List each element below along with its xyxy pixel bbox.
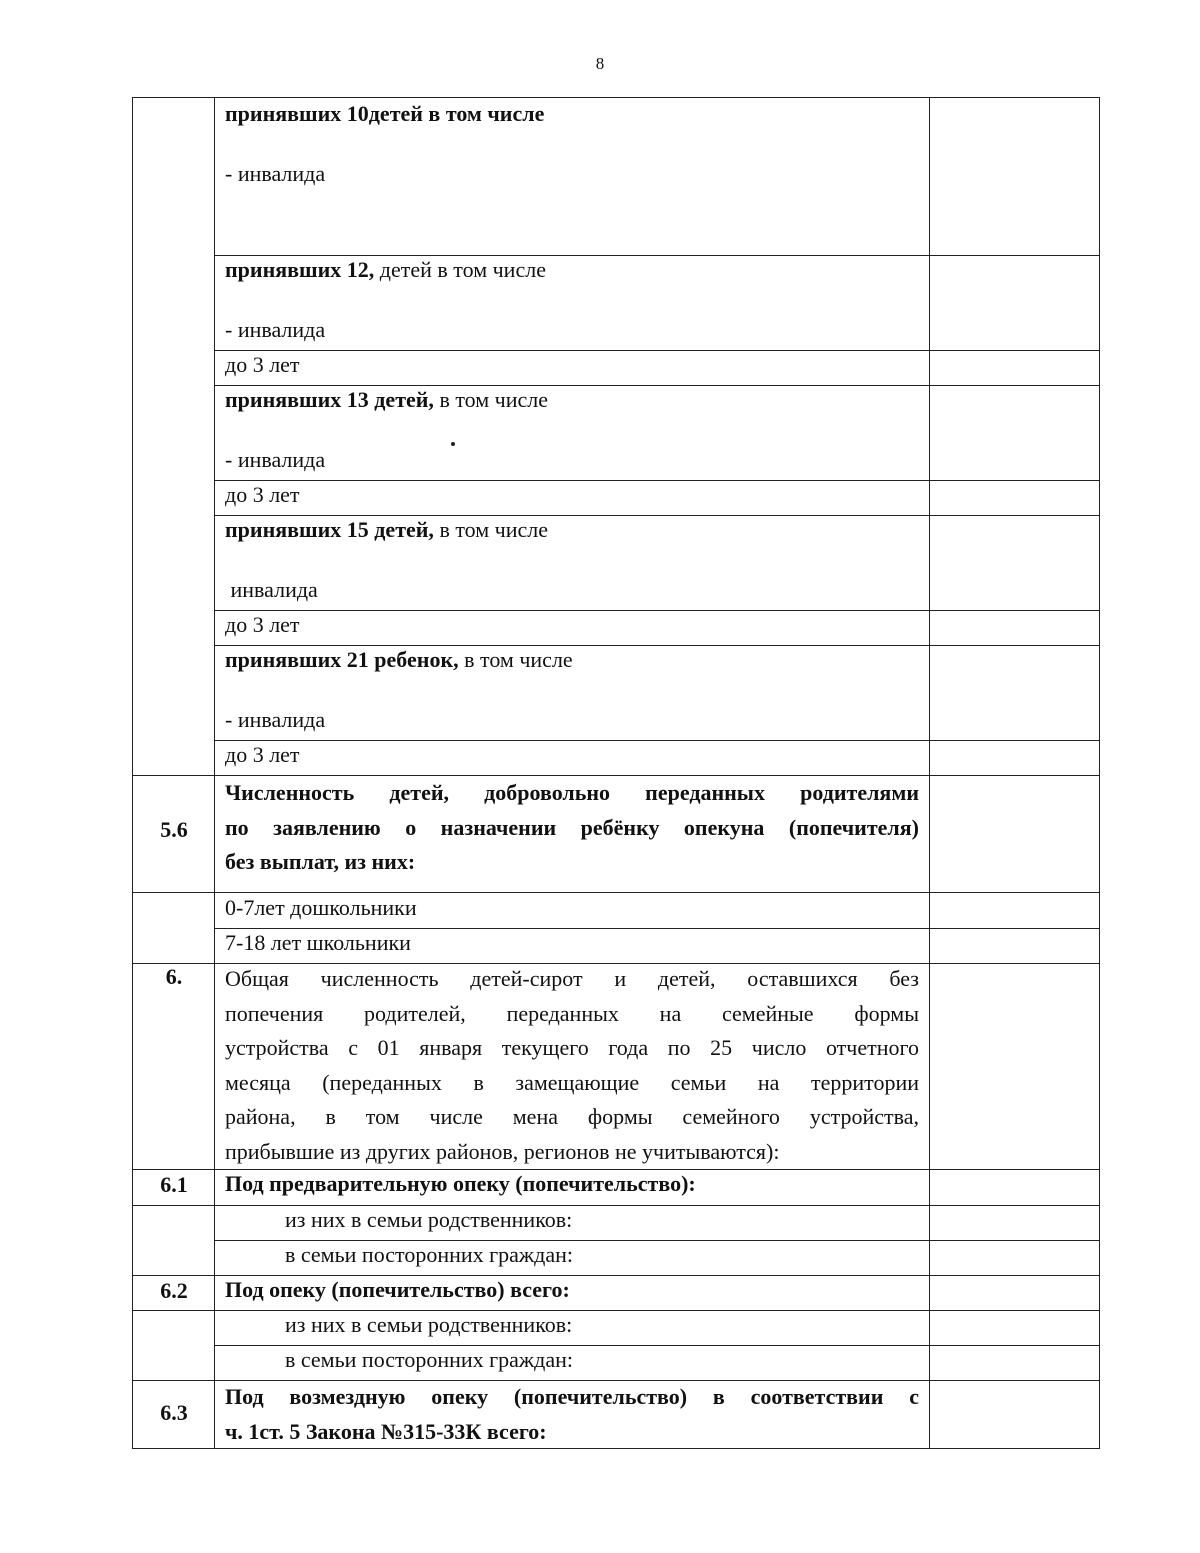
section-6-1-number: 6.1 [160,1172,188,1197]
row-13-children [225,385,548,415]
report-table [132,97,1100,1449]
row-10-disabled: - инвалида [225,161,326,186]
row-21-title: принявших 21 ребенок, [225,647,459,672]
row-12-disabled: - инвалида [225,317,326,342]
row-15-disabled: инвалида [225,577,318,602]
section-6-3-number: 6.3 [160,1400,188,1425]
section-6-2-strangers: в семьи посторонних граждан: [285,1347,573,1372]
row-13-disabled: - инвалида [225,447,326,472]
row-15-children [225,515,548,545]
section-6-line: месяца (переданных в замещающие семьи на территории [225,1069,919,1095]
row-divider [133,1310,1099,1311]
row-divider [214,480,1099,481]
section-5-6-preschool: 0-7лет дошкольники [225,895,417,920]
section-6-line: Общая численность детей-сирот и детей, оставшихся без [225,966,919,991]
row-13-under-3: до 3 лет [225,482,300,507]
column-divider-number [214,98,215,1448]
section-6-line: района, в том числе мена формы семейного устройства, [225,1104,919,1129]
section-6-3-line: Под возмездную опеку (попечительство) в соответствии с [225,1384,919,1409]
section-6-1-relatives: из них в семьи родственников: [285,1207,573,1232]
row-10-title: принявших 10детей в том числе [225,101,545,126]
page-number: 8 [595,54,605,73]
row-divider [214,740,1099,741]
section-6-line: попечения родителей, переданных на семейные формы [225,1000,919,1026]
row-15-rest: в том числе [433,517,548,542]
section-5-6-number: 5.6 [160,817,188,842]
row-15-title: принявших 15 детей, [225,517,434,542]
row-13-rest: в том числе [433,387,548,412]
row-21-rest: в том числе [458,647,573,672]
section-6-3-line: ч. 1ст. 5 Закона №315-33К всего: [225,1418,547,1444]
row-divider [214,350,1099,351]
row-12-rest: детей в том числе [374,257,546,282]
row-15-under-3: до 3 лет [225,612,300,637]
row-21-children [225,645,573,675]
section-6-2-relatives: из них в семьи родственников: [285,1312,573,1337]
row-13-title: принявших 13 детей, [225,387,434,412]
column-divider-value [929,98,930,1448]
section-6-1-strangers: в семьи посторонних граждан: [285,1242,573,1267]
row-10-children [225,99,544,129]
section-5-6-school: 7-18 лет школьники [225,930,411,955]
section-5-6-line: Численность детей, добровольно переданных родителями [225,780,919,805]
section-6-line: устройства с 01 января текущего года по 25 число отчетного [225,1035,919,1060]
section-6-3-title [225,1380,919,1449]
section-6-number: 6. [165,964,183,989]
section-5-6-title [225,776,919,880]
row-divider [214,610,1099,611]
row-divider [133,1205,1099,1206]
section-6-line: прибывшие из других районов, регионов не учитываются): [225,1138,780,1164]
row-12-under-3: до 3 лет [225,352,300,377]
row-21-disabled: - инвалида [225,707,326,732]
section-5-6-line: без выплат, из них: [225,849,416,874]
section-6-1-title: Под предварительную опеку (попечительство): [225,1171,696,1196]
row-21-under-3: до 3 лет [225,742,300,767]
row-12-children [225,255,546,285]
section-6-2-number: 6.2 [160,1278,188,1303]
stray-dot [451,442,455,446]
row-12-title: принявших 12, [225,257,375,282]
section-6-text [225,962,919,1169]
section-6-2-title: Под опеку (попечительство) всего: [225,1277,570,1302]
section-5-6-line: по заявлению о назначении ребёнку опекуна (попечителя) [225,814,919,840]
